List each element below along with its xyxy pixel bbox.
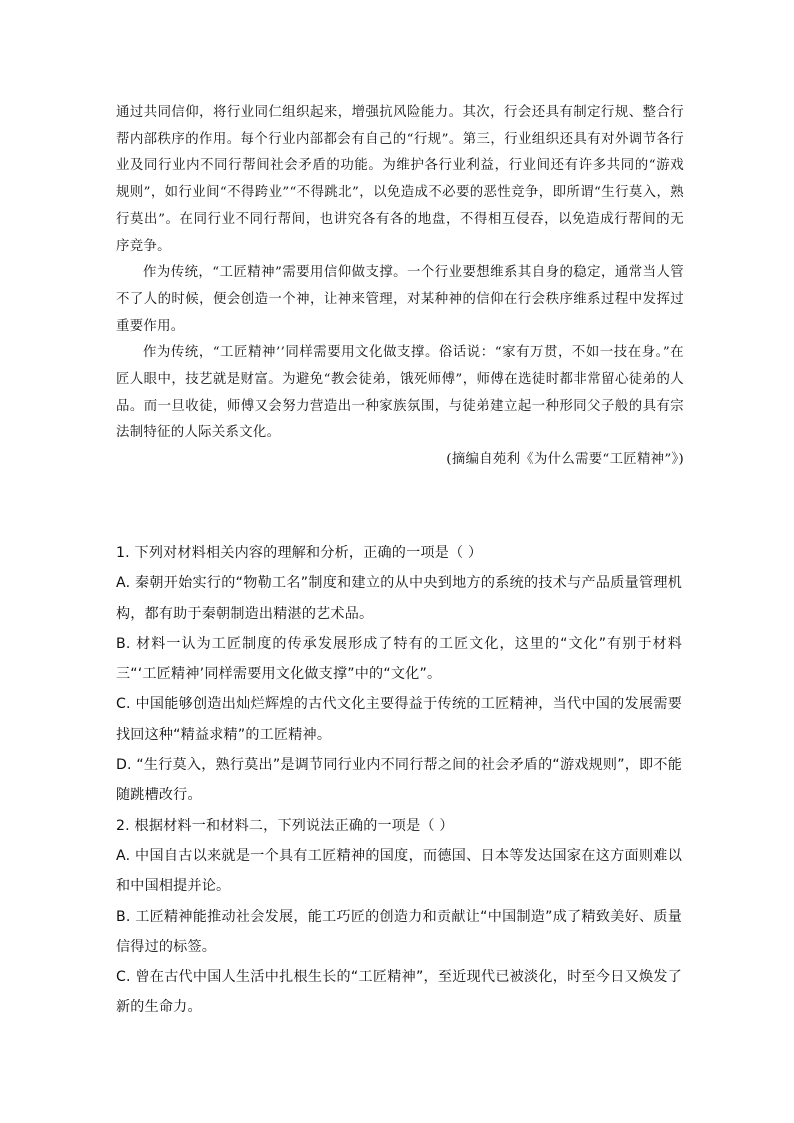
passage-paragraph-3: 作为传统，“工匠精神’’同样需要用文化做支撑。俗话说：“家有万贯，不如一技在身。”在匠人眼中，技艺就是财富。为避免“教会徒弟，饿死师傅”，师傅在选徒时都非常留心徒弟的人品。而一旦收徒，师傅又会努力营造出一种家族氛围，与徒弟建立起一种形同父子般的具有宗法制特征的人际关系文化。 [116,345,684,441]
question-section [116,538,682,1023]
passage-source: (摘编自苑利《为什么需要“工匠精神”》) [446,452,684,468]
question-1-stem: 1. 下列对材料相关内容的理解和分析，正确的一项是（ ） [116,545,483,561]
question-1-option-d: D. “生行莫入，熟行莫出”是调节同行业内不同行帮之间的社会矛盾的“游戏规则”，即不能随跳槽改行。 [116,757,682,804]
reading-passage [116,100,684,474]
question-1-option-a: A. 秦朝开始实行的“物勒工名”制度和建立的从中央到地方的系统的技术与产品质量管理机构，都有助于秦朝制造出精湛的艺术品。 [116,575,682,622]
question-2 [116,811,682,1023]
question-2-option-c: C. 曾在古代中国人生活中扎根生长的“工匠精神”，至近现代已被淡化，时至今日又焕发了新的生命力。 [116,969,682,1016]
question-1 [116,538,682,811]
question-2-stem: 2. 根据材料一和材料二，下列说法正确的一项是（ ） [116,817,454,834]
passage-paragraph-2: 作为传统，“工匠精神”需要用信仰做支撑。一个行业要想维系其自身的稳定，通常当人管不了人的时候，便会创造一个神，让神来管理，对某种神的信仰在行会秩序维系过程中发挥过重要作用。 [116,265,684,334]
question-2-option-a: A. 中国自古以来就是一个具有工匠精神的国度，而德国、日本等发达国家在这方面则难以和中国相提并论。 [116,847,682,895]
question-2-option-b: B. 工匠精神能推动社会发展，能工巧匠的创造力和贡献让“中国制造”成了精致美好、质量信得过的标签。 [116,908,682,955]
question-1-option-b: B. 材料一认为工匠制度的传承发展形成了特有的工匠文化，这里的“文化”有别于材料三“‘工匠精神’同样需要用文化做支撑”中的“文化”。 [116,635,682,683]
question-1-option-c: C. 中国能够创造出灿烂辉煌的古代文化主要得益于传统的工匠精神，当代中国的发展需要找回这种“精益求精”的工匠精神。 [116,696,682,743]
passage-paragraph-1: 通过共同信仰，将行业同仁组织起来，增强抗风险能力。其次，行会还具有制定行规、整合行帮内部秩序的作用。每个行业内部都会有自己的“行规”。第三，行业组织还具有对外调节各行业及同行业内不同行帮间社会矛盾的功能。为维护各行业利益，行业间还有许多共同的“游戏规则”，如行业间“不得跨业”“不得跳北”，以免造成不必要的恶性竞争，即所谓“生行莫入，熟行莫出”。在同行业不同行帮间，也讲究各有各的地盘，不得相互侵吞，以免造成行帮间的无序竞争。 [116,105,684,254]
